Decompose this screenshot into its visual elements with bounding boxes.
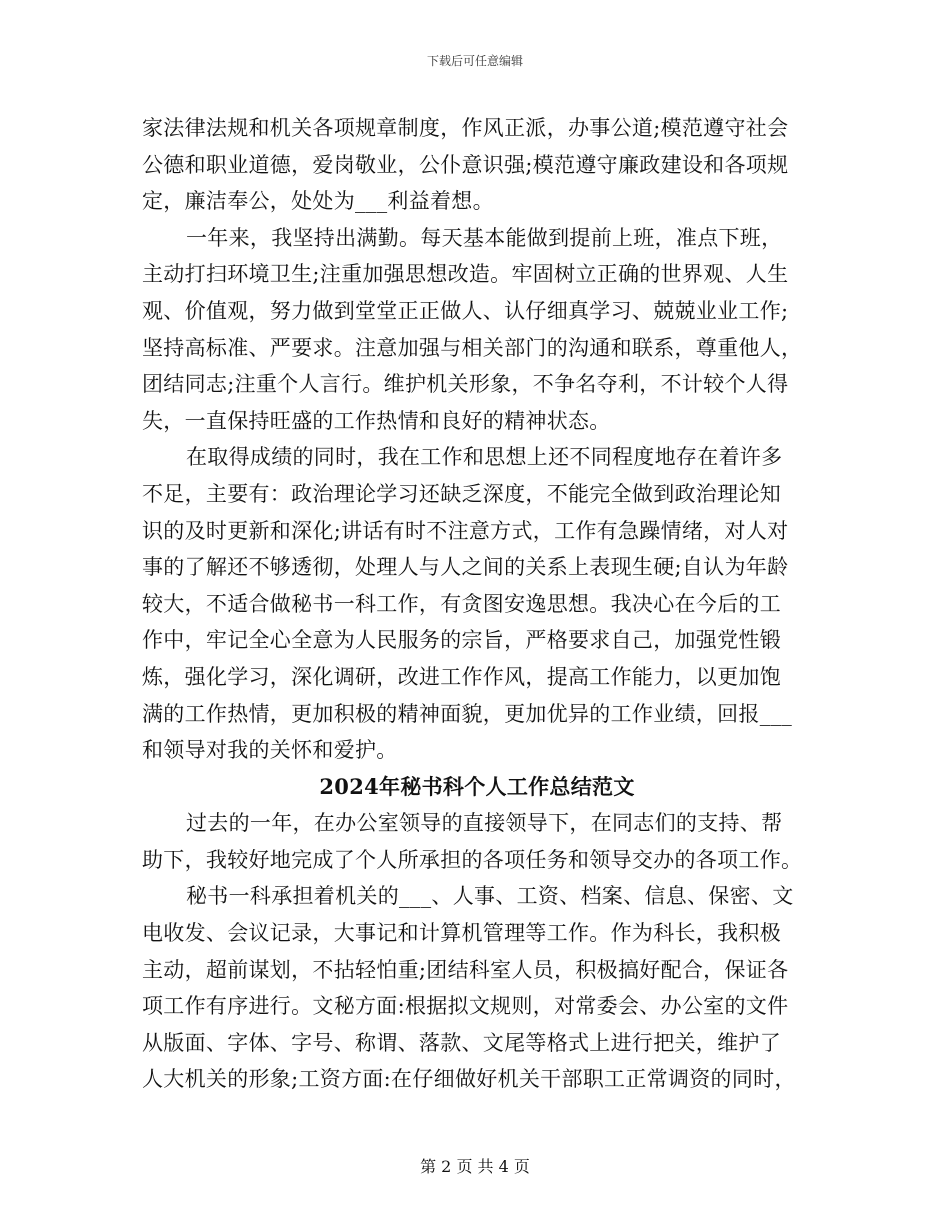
paragraph-line: 满的工作热情，更加积极的精神面貌，更加优异的工作业绩，回报___	[142, 701, 793, 726]
paragraph-line: 主动打扫环境卫生;注重加强思想改造。牢固树立正确的世界观、人生	[142, 262, 789, 287]
paragraph-line: 观、价值观，努力做到堂堂正正做人、认仔细真学习、兢兢业业工作;	[142, 298, 789, 323]
page-footer: 第 2 页 共 4 页	[420, 1157, 530, 1176]
paragraph-line: 失，一直保持旺盛的工作热情和良好的精神状态。	[142, 408, 611, 433]
paragraph-line: 主动，超前谋划，不拈轻怕重;团结科室人员，积极搞好配合，保证各	[142, 957, 789, 982]
section-heading: 2024年秘书科个人工作总结范文	[319, 773, 635, 799]
paragraph-line: 从版面、字体、字号、称谓、落款、文尾等格式上进行把关，维护了	[142, 1030, 781, 1055]
paragraph-line: 秘书一科承担着机关的___、人事、工资、档案、信息、保密、文	[186, 884, 794, 909]
paragraph-line: 公德和职业道德，爱岗敬业，公仆意识强;模范遵守廉政建设和各项规	[142, 152, 789, 177]
paragraph-line: 一年来，我坚持出满勤。每天基本能做到提前上班，准点下班，	[186, 225, 783, 250]
paragraph-line: 作中，牢记全心全意为人民服务的宗旨，严格要求自己，加强党性锻	[142, 628, 781, 653]
paragraph-line: 和领导对我的关怀和爱护。	[142, 738, 398, 763]
paragraph-line: 定，廉洁奉公，处处为___利益着想。	[142, 189, 494, 214]
paragraph-line: 人大机关的形象;工资方面:在仔细做好机关干部职工正常调资的同时，	[142, 1067, 796, 1092]
paragraph-line: 过去的一年，在办公室领导的直接领导下，在同志们的支持、帮	[186, 811, 783, 836]
paragraph-line: 助下，我较好地完成了个人所承担的各项任务和领导交办的各项工作。	[142, 847, 803, 872]
paragraph-line: 较大，不适合做秘书一科工作，有贪图安逸思想。我决心在今后的工	[142, 591, 781, 616]
paragraph-line: 事的了解还不够透彻，处理人与人之间的关系上表现生硬;自认为年龄	[142, 555, 789, 580]
paragraph-line: 电收发、会议记录，大事记和计算机管理等工作。作为科长，我积极	[142, 921, 781, 946]
paragraph-line: 炼，强化学习，深化调研，改进工作作风，提高工作能力，以更加饱	[142, 664, 781, 689]
page-header: 下载后可任意编辑	[426, 54, 523, 68]
paragraph-line: 不足，主要有：政治理论学习还缺乏深度，不能完全做到政治理论知	[142, 481, 781, 506]
document-body	[142, 110, 812, 1098]
paragraph-line: 项工作有序进行。文秘方面:根据拟文规则，对常委会、办公室的文件	[142, 994, 789, 1019]
paragraph-line: 坚持高标准、严要求。注意加强与相关部门的沟通和联系，尊重他人，	[142, 335, 803, 360]
paragraph-line: 在取得成绩的同时，我在工作和思想上还不同程度地存在着许多	[186, 445, 783, 470]
paragraph-line: 识的及时更新和深化;讲话有时不注意方式，工作有急躁情绪，对人对	[142, 518, 789, 543]
paragraph-line: 团结同志;注重个人言行。维护机关形象，不争名夺利，不计较个人得	[142, 372, 789, 397]
paragraph-line: 家法律法规和机关各项规章制度，作风正派，办事公道;模范遵守社会	[142, 116, 789, 140]
